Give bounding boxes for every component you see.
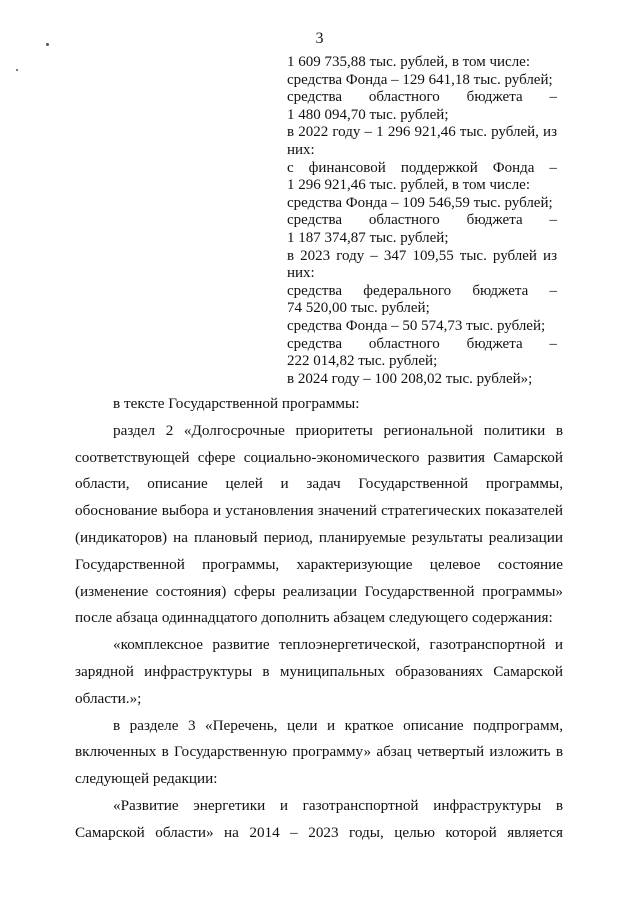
body-line: области, описание целей и задач Государственной программы, — [75, 475, 563, 493]
quote-line: средства областного бюджета – — [287, 212, 557, 229]
quote-line: них: — [287, 141, 315, 158]
body-line: Государственной программы, характеризующие целевое состояние — [75, 555, 563, 573]
quote-line: 1 296 921,46 тыс. рублей, в том числе: — [287, 177, 531, 194]
quote-line: средства областного бюджета – — [287, 89, 557, 106]
body-line: (индикаторов) на плановый период, планируемые результаты реализации — [75, 528, 563, 546]
scan-speck — [16, 69, 18, 71]
scan-speck — [46, 43, 49, 46]
document-body — [75, 391, 563, 847]
quote-line: средства Фонда – 50 574,73 тыс. рублей; — [287, 317, 546, 334]
quote-line: средства Фонда – 129 641,18 тыс. рублей; — [287, 71, 553, 88]
body-line: Самарской области» на 2014 – 2023 годы, целью которой является — [75, 823, 563, 841]
body-line: «комплексное развитие теплоэнергетической, газотранспортной и — [113, 636, 563, 654]
quote-line: средства областного бюджета – — [287, 335, 557, 352]
body-line: зарядной инфраструктуры в муниципальных образованиях Самарской — [75, 662, 563, 680]
quote-line: в 2022 году – 1 296 921,46 тыс. рублей, из — [287, 124, 557, 141]
quote-line: 222 014,82 тыс. рублей; — [287, 353, 438, 370]
quote-line: средства Фонда – 109 546,59 тыс. рублей; — [287, 194, 553, 211]
quote-line: 1 187 374,87 тыс. рублей; — [287, 229, 449, 246]
quote-line: в 2023 году – 347 109,55 тыс. рублей из — [287, 247, 557, 264]
body-line: после абзаца одиннадцатого дополнить абзацем следующего содержания: — [75, 609, 553, 627]
body-line: следующей редакции: — [75, 770, 218, 788]
body-line: «Развитие энергетики и газотранспортной инфраструктуры в — [113, 796, 563, 814]
body-line: в тексте Государственной программы: — [113, 395, 360, 412]
quote-line: с финансовой поддержкой Фонда – — [287, 159, 557, 176]
quote-line: 1 480 094,70 тыс. рублей; — [287, 106, 449, 123]
body-line: соответствующей сфере социально-экономического развития Самарской — [75, 448, 563, 466]
quote-line: них: — [287, 265, 315, 282]
quote-line: 1 609 735,88 тыс. рублей, в том числе: — [287, 54, 531, 70]
body-line: раздел 2 «Долгосрочные приоритеты региональной политики в — [113, 421, 563, 439]
body-line: (изменение состояния) сферы реализации Государственной программы» — [75, 582, 563, 600]
quote-line: в 2024 году – 100 208,02 тыс. рублей»; — [287, 370, 533, 387]
quoted-funding-block — [287, 54, 557, 388]
body-line: в разделе 3 «Перечень, цели и краткое описание подпрограмм, — [113, 716, 563, 734]
body-line: включенных в Государственную программу» абзац четвертый изложить в — [75, 743, 563, 761]
quote-line: 74 520,00 тыс. рублей; — [287, 300, 430, 317]
body-line: области.»; — [75, 689, 142, 707]
body-line: обоснование выбора и установления значений стратегических показателей — [75, 502, 563, 520]
quote-line: средства федерального бюджета – — [287, 282, 557, 299]
page-number: 3 — [315, 30, 324, 47]
